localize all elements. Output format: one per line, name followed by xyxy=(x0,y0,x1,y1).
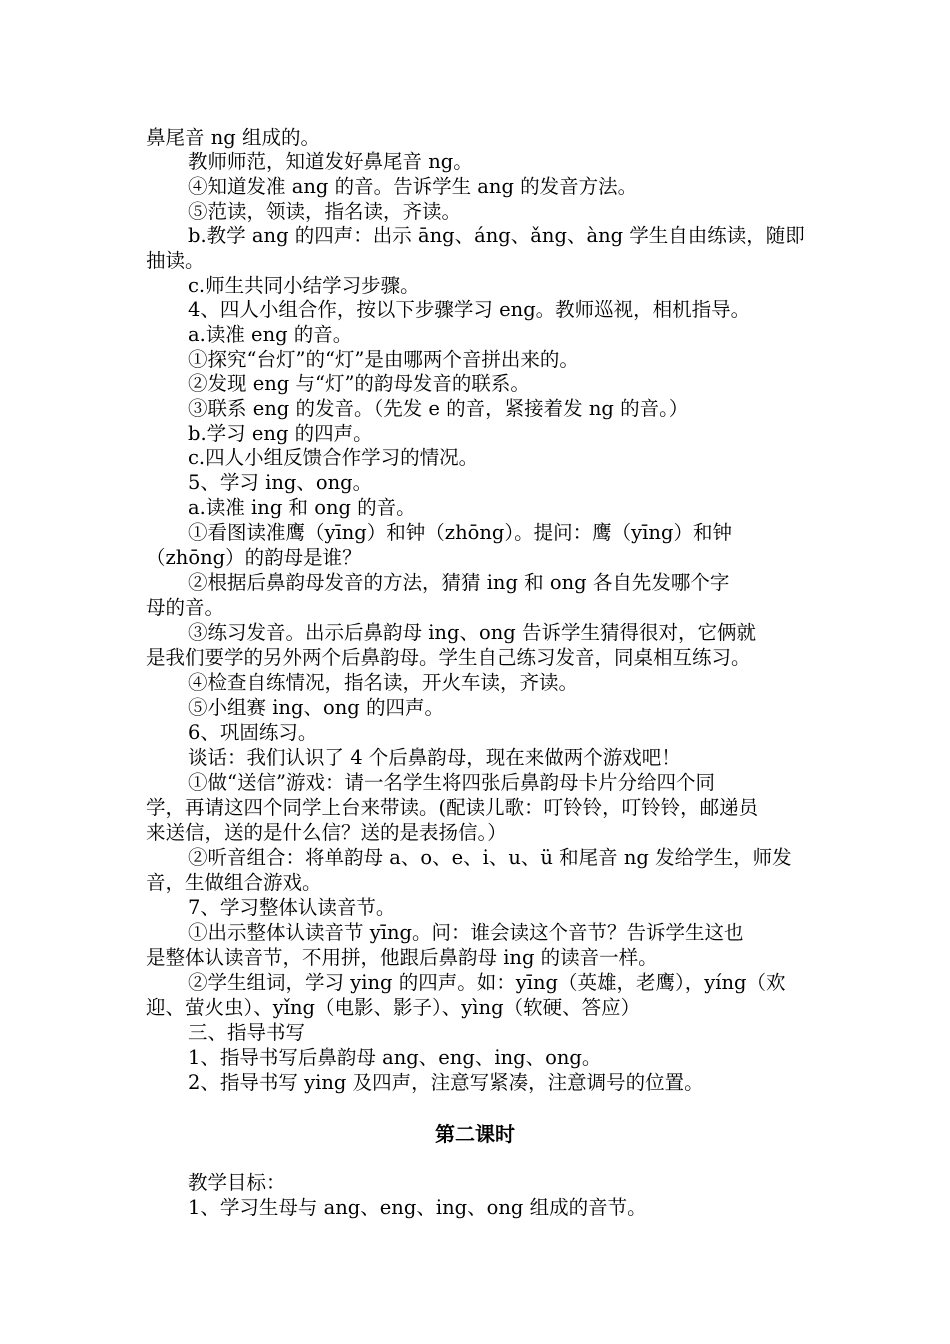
text-line: ④知道发准 ang 的音。告诉学生 ang 的发音方法。 xyxy=(188,175,638,198)
text-line: ①探究“台灯”的“灯”是由哪两个音拼出来的。 xyxy=(188,348,579,371)
text-line: 鼻尾音 ng 组成的。 xyxy=(146,126,320,149)
text-line: 是整体认读音节，不用拼，他跟后鼻韵母 ing 的读音一样。 xyxy=(146,946,658,969)
text-line: b.学习 eng 的四声。 xyxy=(188,422,373,445)
text-line: 1、指导书写后鼻韵母 ang、eng、ing、ong。 xyxy=(188,1046,602,1069)
text-line: 7、学习整体认读音节。 xyxy=(188,896,396,919)
text-line: ②根据后鼻韵母发音的方法，猜猜 ing 和 ong 各自先发哪个字 xyxy=(188,571,730,594)
text-line: ①看图读准鹰（yīng）和钟（zhōng）。提问：鹰（yīng）和钟 xyxy=(188,521,732,544)
text-line: 抽读。 xyxy=(146,249,205,272)
text-line: 学，再请这四个同学上台来带读。(配读儿歌：叮铃铃，叮铃铃，邮递员 xyxy=(146,796,759,819)
text-line: ③练习发音。出示后鼻韵母 ing、ong 告诉学生猜得很对，它俩就 xyxy=(188,621,756,644)
text-line: 谈话：我们认识了 4 个后鼻韵母，现在来做两个游戏吧！ xyxy=(188,746,681,769)
text-line: 4、四人小组合作，按以下步骤学习 eng。教师巡视，相机指导。 xyxy=(188,298,751,321)
text-line: a.读准 ing 和 ong 的音。 xyxy=(188,496,416,519)
text-line: ②听音组合：将单韵母 a、o、e、i、u、ü 和尾音 ng 发给学生，师发 xyxy=(188,846,792,869)
text-line: ①出示整体认读音节 yīng。问：谁会读这个音节？告诉学生这也 xyxy=(188,921,744,944)
text-line: 音，生做组合游戏。 xyxy=(146,871,322,894)
text-line: 1、学习生母与 ang、eng、ing、ong 组成的音节。 xyxy=(188,1196,647,1219)
text-line: 6、巩固练习。 xyxy=(188,721,318,744)
text-line: ②学生组词，学习 ying 的四声。如：yīng（英雄，老鹰），yíng（欢 xyxy=(188,971,786,994)
text-line: ④检查自练情况，指名读，开火车读，齐读。 xyxy=(188,671,579,694)
text-line: ①做“送信”游戏：请一名学生将四张后鼻韵母卡片分给四个同 xyxy=(188,771,715,794)
text-line: （zhōng）的韵母是谁？ xyxy=(146,546,362,569)
text-line: ⑤范读，领读，指名读，齐读。 xyxy=(188,200,462,223)
text-line: b.教学 ang 的四声：出示 āng、áng、ǎng、àng 学生自由练读，随即 xyxy=(188,224,805,247)
text-line: 来送信，送的是什么信？送的是表扬信。） xyxy=(146,821,507,844)
text-line: 2、指导书写 ying 及四声，注意写紧凑，注意调号的位置。 xyxy=(188,1071,704,1094)
text-line: 迎、萤火虫）、yǐng（电影、影子）、yìng（软硬、答应） xyxy=(146,996,641,1019)
text-line: c.师生共同小结学习步骤。 xyxy=(188,274,420,297)
text-line: 是我们要学的另外两个后鼻韵母。学生自己练习发音，同桌相互练习。 xyxy=(146,646,751,669)
text-line: a.读准 eng 的音。 xyxy=(188,323,353,346)
text-line: ⑤小组赛 ing、ong 的四声。 xyxy=(188,696,444,719)
text-line: 5、学习 ing、ong。 xyxy=(188,471,373,494)
text-line: 三、指导书写 xyxy=(188,1021,306,1044)
text-line: c.四人小组反馈合作学习的情况。 xyxy=(188,446,479,469)
text-line: 母的音。 xyxy=(146,596,225,619)
section-heading: 第二课时 xyxy=(435,1122,515,1146)
text-line: 教学目标： xyxy=(188,1171,286,1194)
text-line: ②发现 eng 与“灯”的韵母发音的联系。 xyxy=(188,372,530,395)
text-line: 教师师范，知道发好鼻尾音 ng。 xyxy=(188,150,473,173)
text-line: ③联系 eng 的发音。（先发 e 的音，紧接着发 ng 的音。） xyxy=(188,397,689,420)
